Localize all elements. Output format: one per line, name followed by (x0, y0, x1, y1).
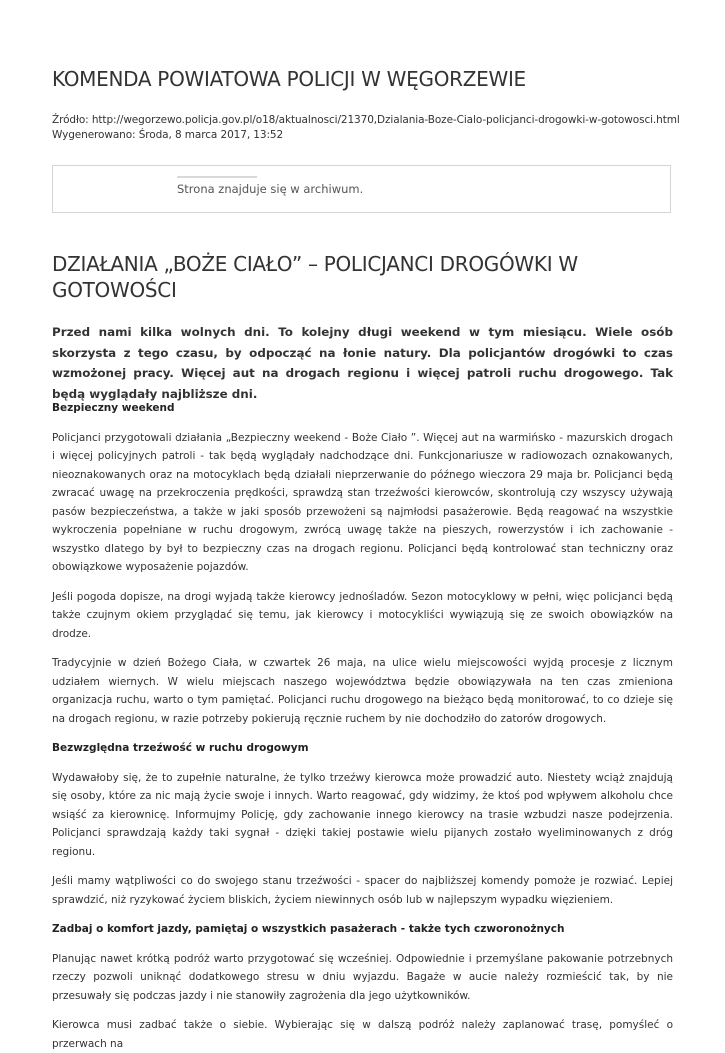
source-url: Źródło: http://wegorzewo.policja.gov.pl/o18/aktualnosci/21370,Dzialania-Boze-Cialo-policjanci-drogowki-w-gotowosci.html (52, 114, 680, 126)
article-content (52, 399, 673, 1053)
article-paragraph: Kierowca musi zadbać także o siebie. Wybierając się w dalszą podróż należy zaplanować trasę, pomyśleć o przerwach na (52, 1019, 673, 1050)
article-paragraph: Policjanci przygotowali działania „Bezpieczny weekend - Boże Ciało ”. Więcej aut na warmińsko - mazurskich drogach i więcej policyjnych patroli - tak będą wyglądały nadchodzące dni. Funkcjonariusze w radiowozach oznakowanych, nieoznakowanych oraz na motocyklach będą działali nieprzerwanie do późnego wieczora 29 maja br. Policjanci będą zwracać uwagę na przekroczenia prędkości, sprawdzą stan trzeźwości kierowców, skontrolują czy wszyscy używają pasów bezpieczeństwa, a także w jaki sposób przewożeni są najmłodsi pasażerowie. Będą reagować na wszystkie wykroczenia popełniane w ruchu drogowym, zwrócą uwagę także na pieszych, rowerzystów i ich zachowanie - wszystko dlatego by był to bezpieczny czas na drogach regionu. Policjanci będą kontrolować stan techniczny oraz obowiązkowe wyposażenie pojazdów. (52, 431, 673, 573)
article-paragraph: Jeśli mamy wątpliwości co do swojego stanu trzeźwości - spacer do najbliższej komendy pomoże je rozwiać. Lepiej sprawdzić, niż ryzykować życiem bliskich, życiem niewinnych osób lub w najlepszym wypadku więzieniem. (52, 875, 673, 906)
article-title: DZIAŁANIA „BOŻE CIAŁO” – POLICJANCI DROGÓWKI W GOTOWOŚCI (52, 252, 578, 302)
article-paragraph: Tradycyjnie w dzień Bożego Ciała, w czwartek 26 maja, na ulice wielu miejscowości wyjdą procesje z licznym udziałem wiernych. W wielu miejscach naszego województwa będzie obowiązywała na ten czas zmieniona organizacja ruchu, warto o tym pamiętać. Policjanci ruchu drogowego na bieżąco będą monitorować, to co dzieje się na drogach regionu, w razie potrzeby pokierują ręcznie ruchem by nie dochodziło do zatorów drogowych. (52, 657, 673, 725)
article-lead: Przed nami kilka wolnych dni. To kolejny długi weekend w tym miesiącu. Wiele osób skorzysta z tego czasu, by odpocząć na łonie natury. Dla policjantów drogówki to czas wzmożonej pracy. Więcej aut na drogach regionu i więcej patroli ruchu drogowego. Tak będą wyglądały najbliższe dni. (52, 325, 673, 401)
archive-notice-bar (177, 176, 257, 178)
section-heading: Bezpieczny weekend (52, 402, 175, 414)
site-title: KOMENDA POWIATOWA POLICJI W WĘGORZEWIE (52, 67, 526, 91)
article-paragraph: Planując nawet krótką podróż warto przygotować się wcześniej. Odpowiednie i przemyślane pakowanie potrzebnych rzeczy pozwoli uniknąć dodatkowego stresu w dniu wyjazdu. Bagaże w aucie należy rozmieścić tak, by nie przesuwały się podczas jazdy i nie stanowiły zagrożenia dla jego użytkowników. (52, 952, 673, 1002)
generated-date: Wygenerowano: Środa, 8 marca 2017, 13:52 (52, 129, 284, 141)
article-paragraph: Jeśli pogoda dopisze, na drogi wyjadą także kierowcy jednośladów. Sezon motocyklowy w pełni, więc policjanci będą także czujnym okiem przyglądać się temu, jak kierowcy i motocykliści wywiązują się ze swoich obowiązków na drodze. (52, 590, 673, 640)
section-heading: Bezwzględna trzeźwość w ruchu drogowym (52, 742, 309, 754)
document-meta (52, 113, 680, 143)
section-heading: Zadbaj o komfort jazdy, pamiętaj o wszystkich pasażerach - także tych czworonożnych (52, 923, 565, 935)
archive-notice-text: Strona znajduje się w archiwum. (177, 182, 364, 196)
archive-notice-box (52, 165, 671, 213)
article-paragraph: Wydawałoby się, że to zupełnie naturalne, że tylko trzeźwy kierowca może prowadzić auto. Niestety wciąż znajdują się osoby, które za nic mają życie swoje i innych. Warto reagować, gdy widzimy, że ktoś pod wpływem alkoholu chce wsiąść za kierownicę. Informujmy Policję, gdy zachowanie innego kierowcy na trasie wzbudzi nasze podejrzenia. Policjanci sprawdzają każdy taki sygnał - dzięki takiej postawie wielu pijanych zostało wyeliminowanych z dróg regionu. (52, 771, 673, 858)
